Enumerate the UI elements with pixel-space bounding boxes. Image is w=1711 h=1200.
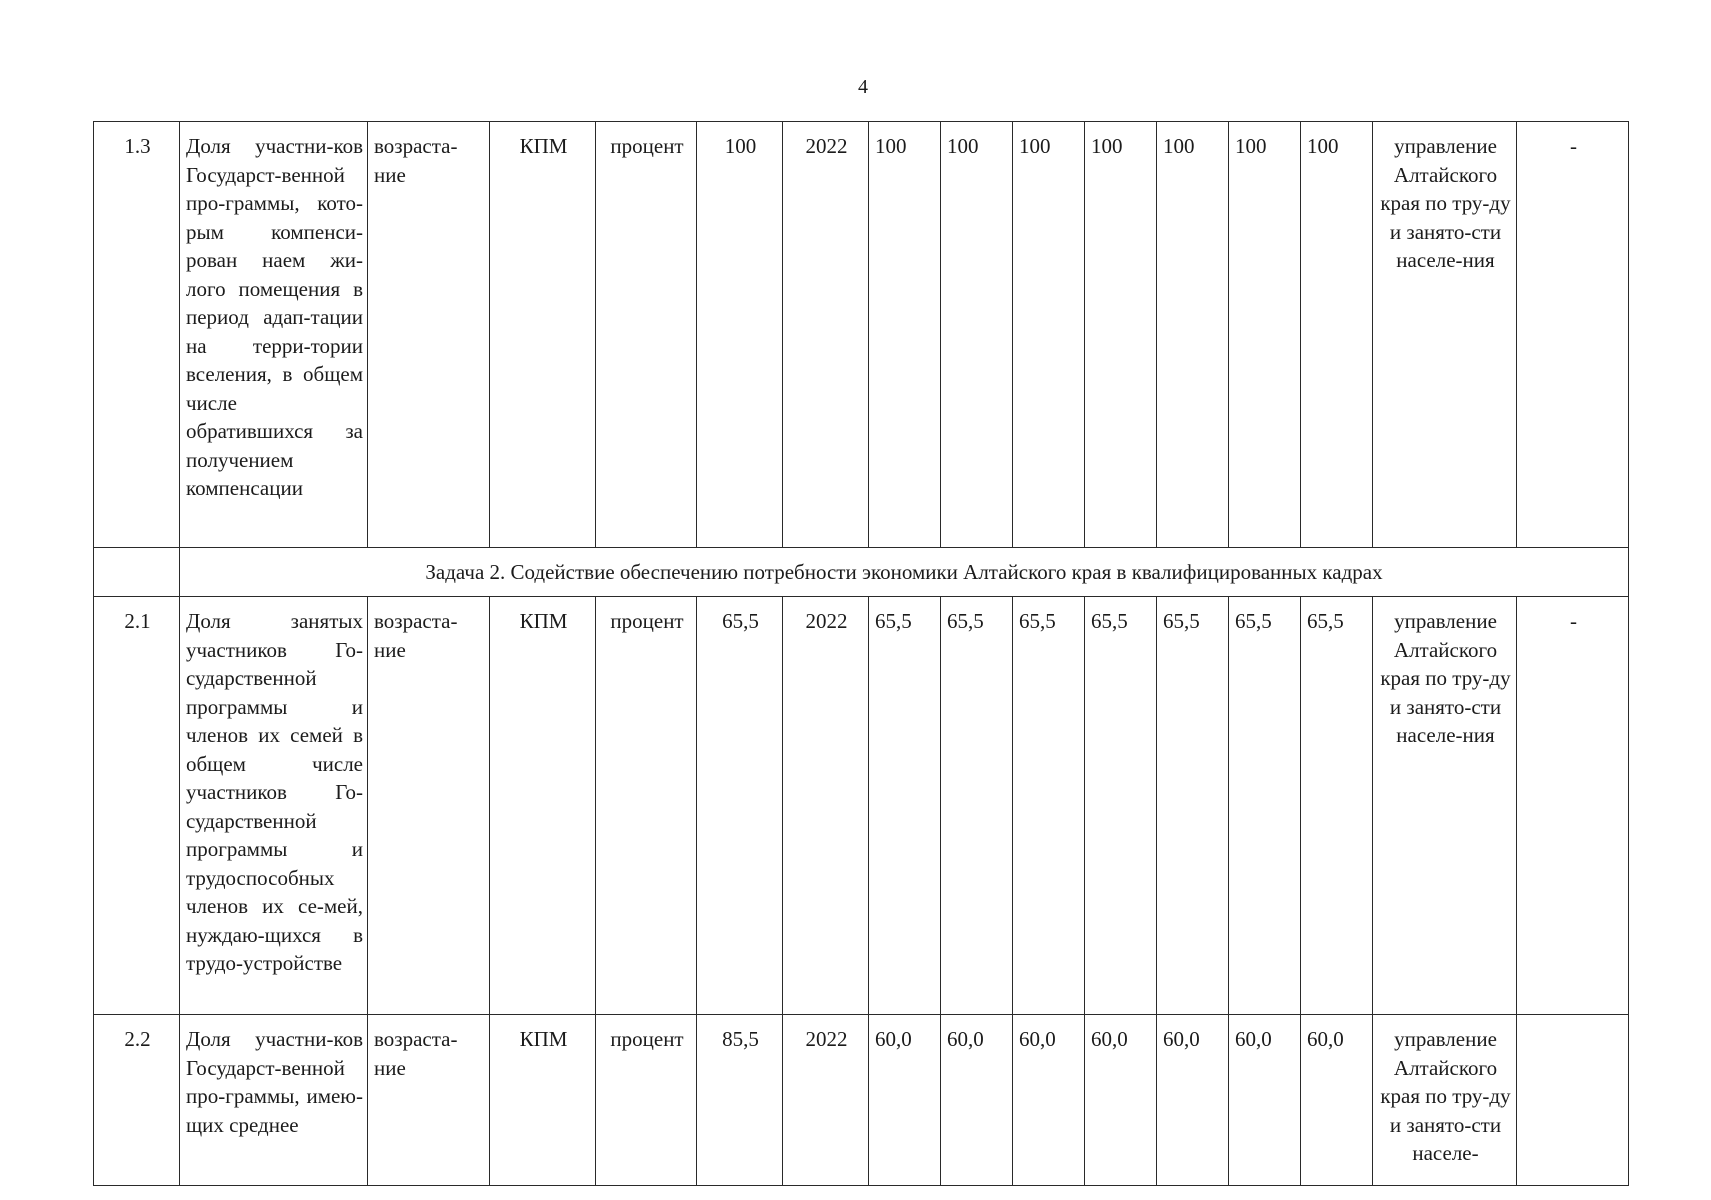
source-cell: КПМ: [490, 122, 596, 548]
table-row: [94, 122, 1629, 548]
row-number: 2.2: [94, 1015, 180, 1186]
row-number: 1.3: [94, 122, 180, 548]
source-cell: КПМ: [490, 597, 596, 1015]
value-cell: 60,0: [1085, 1015, 1157, 1186]
value-cell: 100: [1013, 122, 1085, 548]
value-cell: 100: [1229, 122, 1301, 548]
value-cell: 100: [869, 122, 941, 548]
unit-cell: процент: [596, 122, 697, 548]
task-row-number: [94, 548, 180, 597]
page-number: 4: [858, 76, 868, 98]
note-cell: -: [1517, 122, 1629, 548]
indicator-name: Доля участни-ков Государст-венной про-граммы, кото-рым компенси-рован наем жи-лого помещения в период адап-тации на терри-тории вселения, в общем числе обратившихся за получением компенсации: [180, 122, 368, 548]
value-cell: 100: [1085, 122, 1157, 548]
note-cell: [1517, 1015, 1629, 1186]
value-cell: 100: [941, 122, 1013, 548]
table-row: [94, 597, 1629, 1015]
base-year-cell: 2022: [783, 597, 869, 1015]
indicators-table: [93, 121, 1629, 1186]
value-cell: 65,5: [1301, 597, 1373, 1015]
task-title: Задача 2. Содействие обеспечению потребности экономики Алтайского края в квалифицированных кадрах: [180, 548, 1629, 597]
executor-cell: управление Алтайского края по тру-ду и занято-сти населе-: [1373, 1015, 1517, 1186]
value-cell: 65,5: [1013, 597, 1085, 1015]
base-value-cell: 100: [697, 122, 783, 548]
table-row: [94, 1015, 1629, 1186]
value-cell: 65,5: [869, 597, 941, 1015]
trend-cell: возраста-ние: [368, 1015, 490, 1186]
indicator-name: Доля участни-ков Государст-венной про-граммы, имею-щих среднее: [180, 1015, 368, 1186]
source-cell: КПМ: [490, 1015, 596, 1186]
value-cell: 60,0: [1013, 1015, 1085, 1186]
base-year-cell: 2022: [783, 1015, 869, 1186]
value-cell: 100: [1157, 122, 1229, 548]
base-value-cell: 65,5: [697, 597, 783, 1015]
note-cell: -: [1517, 597, 1629, 1015]
trend-cell: возраста-ние: [368, 597, 490, 1015]
executor-cell: управление Алтайского края по тру-ду и занято-сти населе-ния: [1373, 122, 1517, 548]
base-value-cell: 85,5: [697, 1015, 783, 1186]
value-cell: 65,5: [1157, 597, 1229, 1015]
indicator-name: Доля занятых участников Го-сударственной программы и членов их семей в общем числе участников Го-сударственной программы и трудоспособных членов их се-мей, нуждаю-щихся в трудо-устройстве: [180, 597, 368, 1015]
value-cell: 65,5: [1229, 597, 1301, 1015]
trend-cell: возраста-ние: [368, 122, 490, 548]
base-year-cell: 2022: [783, 122, 869, 548]
task-row: [94, 548, 1629, 597]
value-cell: 65,5: [941, 597, 1013, 1015]
value-cell: 60,0: [1157, 1015, 1229, 1186]
value-cell: 60,0: [1229, 1015, 1301, 1186]
unit-cell: процент: [596, 1015, 697, 1186]
value-cell: 100: [1301, 122, 1373, 548]
unit-cell: процент: [596, 597, 697, 1015]
value-cell: 60,0: [869, 1015, 941, 1186]
executor-cell: управление Алтайского края по тру-ду и занято-сти населе-ния: [1373, 597, 1517, 1015]
value-cell: 60,0: [941, 1015, 1013, 1186]
value-cell: 65,5: [1085, 597, 1157, 1015]
row-number: 2.1: [94, 597, 180, 1015]
value-cell: 60,0: [1301, 1015, 1373, 1186]
